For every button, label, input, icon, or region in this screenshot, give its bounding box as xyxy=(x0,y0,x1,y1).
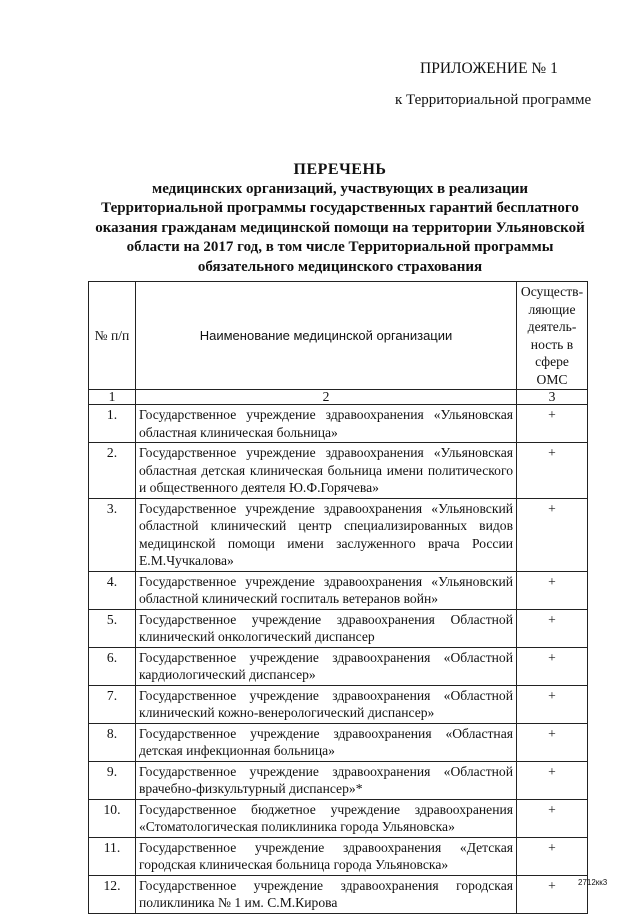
oms-mark: + xyxy=(517,685,588,723)
organizations-table xyxy=(88,281,588,914)
row-number: 4. xyxy=(89,571,136,609)
table-row xyxy=(89,685,588,723)
row-number: 7. xyxy=(89,685,136,723)
row-number: 12. xyxy=(89,875,136,913)
organization-name: Государственное учреждение здравоохранения «Ульяновская областная детская клиническая больница имени политического и общественного деятеля Ю.Ф.Горячева» xyxy=(136,443,517,499)
table-row xyxy=(89,761,588,799)
oms-mark: + xyxy=(517,837,588,875)
organization-name: Государственное учреждение здравоохранения «Областной кардиологический диспансер» xyxy=(136,647,517,685)
organization-name: Государственное учреждение здравоохранения «Ульяновская областная клиническая больница» xyxy=(136,405,517,443)
title-main: ПЕРЕЧЕНЬ xyxy=(293,161,387,178)
table-row xyxy=(89,498,588,571)
oms-mark: + xyxy=(517,571,588,609)
oms-mark: + xyxy=(517,443,588,499)
header-num: № п/п xyxy=(89,282,136,390)
organization-name: Государственное бюджетное учреждение здравоохранения «Стоматологическая поликлиника города Ульяновска» xyxy=(136,799,517,837)
annex-label: ПРИЛОЖЕНИЕ № 1 xyxy=(420,60,558,77)
oms-mark: + xyxy=(517,609,588,647)
table-row xyxy=(89,647,588,685)
table-row xyxy=(89,875,588,913)
organization-name: Государственное учреждение здравоохранения «Областной клинический кожно-венерологический диспансер» xyxy=(136,685,517,723)
row-number: 9. xyxy=(89,761,136,799)
table-row xyxy=(89,443,588,499)
row-number: 10. xyxy=(89,799,136,837)
row-number: 6. xyxy=(89,647,136,685)
index-cell-3: 3 xyxy=(517,390,588,405)
table-row xyxy=(89,799,588,837)
annex-subtitle: к Территориальной программе xyxy=(395,92,592,108)
footer-code: 2712кк3 xyxy=(578,878,608,887)
document-title xyxy=(80,160,600,277)
oms-mark: + xyxy=(517,498,588,571)
table-row xyxy=(89,723,588,761)
index-cell-1: 1 xyxy=(89,390,136,405)
header-oms: Осуществ-ляющие деятель-ность в сфере ОМС xyxy=(517,282,588,390)
title-line-3: оказания гражданам медицинской помощи на территории Ульяновской xyxy=(95,219,585,236)
oms-mark: + xyxy=(517,799,588,837)
title-line-2: Территориальной программы государственных гарантий бесплатного xyxy=(101,200,579,216)
table-row xyxy=(89,405,588,443)
index-cell-2: 2 xyxy=(136,390,517,405)
row-number: 1. xyxy=(89,405,136,443)
oms-mark: + xyxy=(517,761,588,799)
organization-name: Государственное учреждение здравоохранения «Областная детская инфекционная больница» xyxy=(136,723,517,761)
row-number: 2. xyxy=(89,443,136,499)
title-line-5: обязательного медицинского страхования xyxy=(197,258,483,275)
oms-mark: + xyxy=(517,647,588,685)
organization-name: Государственное учреждение здравоохранения «Областной врачебно-физкультурный диспансер»* xyxy=(136,761,517,799)
table-row xyxy=(89,837,588,875)
row-number: 5. xyxy=(89,609,136,647)
organization-name: Государственное учреждение здравоохранения Областной клинический онкологический диспансер xyxy=(136,609,517,647)
row-number: 3. xyxy=(89,498,136,571)
organization-name: Государственное учреждение здравоохранения городская поликлиника № 1 им. С.М.Кирова xyxy=(136,875,517,913)
row-number: 11. xyxy=(89,837,136,875)
header-name: Наименование медицинской организации xyxy=(136,282,517,390)
row-number: 8. xyxy=(89,723,136,761)
table-header-row xyxy=(89,282,588,390)
oms-mark: + xyxy=(517,875,588,913)
table-row xyxy=(89,571,588,609)
oms-mark: + xyxy=(517,405,588,443)
organization-name: Государственное учреждение здравоохранения «Детская городская клиническая больница города Ульяновска» xyxy=(136,837,517,875)
title-line-1: медицинских организаций, участвующих в реализации xyxy=(151,180,528,197)
table-index-row xyxy=(89,390,588,405)
organization-name: Государственное учреждение здравоохранения «Ульяновский областной клинический госпиталь ветеранов войн» xyxy=(136,571,517,609)
oms-mark: + xyxy=(517,723,588,761)
organization-name: Государственное учреждение здравоохранения «Ульяновский областной клинический центр специализированных видов медицинской помощи имени заслуженного врача России Е.М.Чучкалова» xyxy=(136,498,517,571)
table-row xyxy=(89,609,588,647)
table-body xyxy=(89,405,588,914)
title-line-4: области на 2017 год, в том числе Территориальной программы xyxy=(126,239,554,255)
